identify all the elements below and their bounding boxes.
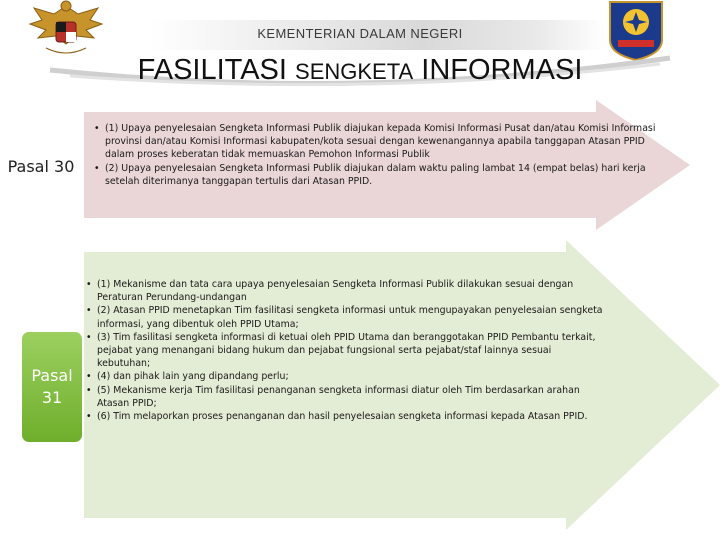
pasal-31-label-box [22, 332, 82, 442]
pasal-30-point-2: • (2) Upaya penyelesaian Sengketa Informasi Publik diajukan dalam waktu paling lambat 14 (empat belas) hari kerja setelah diterimanya tanggapan tertulis dari Atasan PPID. [94, 162, 660, 188]
pasal-31-label-line-2: 31 [41, 388, 63, 407]
title-part-1: FASILITASI [137, 54, 296, 86]
pasal-31-point-1: • (1) Mekanisme dan tata cara upaya penyelesaian Sengketa Informasi Publik dilakukan sesuai dengan Peraturan Perundang-undangan [86, 278, 606, 304]
ministry-name: KEMENTERIAN DALAM NEGERI [257, 26, 463, 41]
pasal-31-point-3: • (3) Tim fasilitasi sengketa informasi di ketuai oleh PPID Utama dan beranggotakan PPID Pembantu terkait, pejabat yang menangani bidang hukum dan pejabat fungsional serta pejabat/staf lainnya sesuai kebutuhan; [86, 331, 606, 371]
pasal-31-point-6: • (6) Tim melaporkan proses penanganan dan hasil penyelesaian sengketa informasi kepada Atasan PPID. [86, 410, 606, 423]
pasal-31-point-5: • (5) Mekanisme kerja Tim fasilitasi penanganan sengketa informasi diatur oleh Tim berdasarkan arahan Atasan PPID; [86, 384, 606, 410]
pasal-31-label-line-1: Pasal [31, 366, 73, 385]
title-part-2: SENGKETA [295, 59, 414, 84]
pasal-31-point-2: • (2) Atasan PPID menetapkan Tim fasilitasi sengketa informasi untuk mengupayakan penyelesaian sengketa informasi, yang dibentuk oleh PPID Utama; [86, 304, 606, 330]
pasal-30-points [94, 122, 660, 188]
page-title [0, 54, 720, 87]
pasal-30-label: Pasal 30 [7, 157, 75, 176]
pasal-31-point-4: • (4) dan pihak lain yang dipandang perlu; [86, 370, 606, 383]
title-part-3: INFORMASI [413, 54, 583, 86]
pasal-31-points [86, 278, 606, 423]
pasal-30-point-1: • (1) Upaya penyelesaian Sengketa Informasi Publik diajukan kepada Komisi Informasi Pusat dan/atau Komisi Informasi provinsi dan/atau Komisi Informasi kabupaten/kota sesuai dengan kewenangannya apabila tanggapan Atasan PPID dalam proses keberatan tidak memuaskan Pemohon Informasi Publik [94, 122, 660, 162]
